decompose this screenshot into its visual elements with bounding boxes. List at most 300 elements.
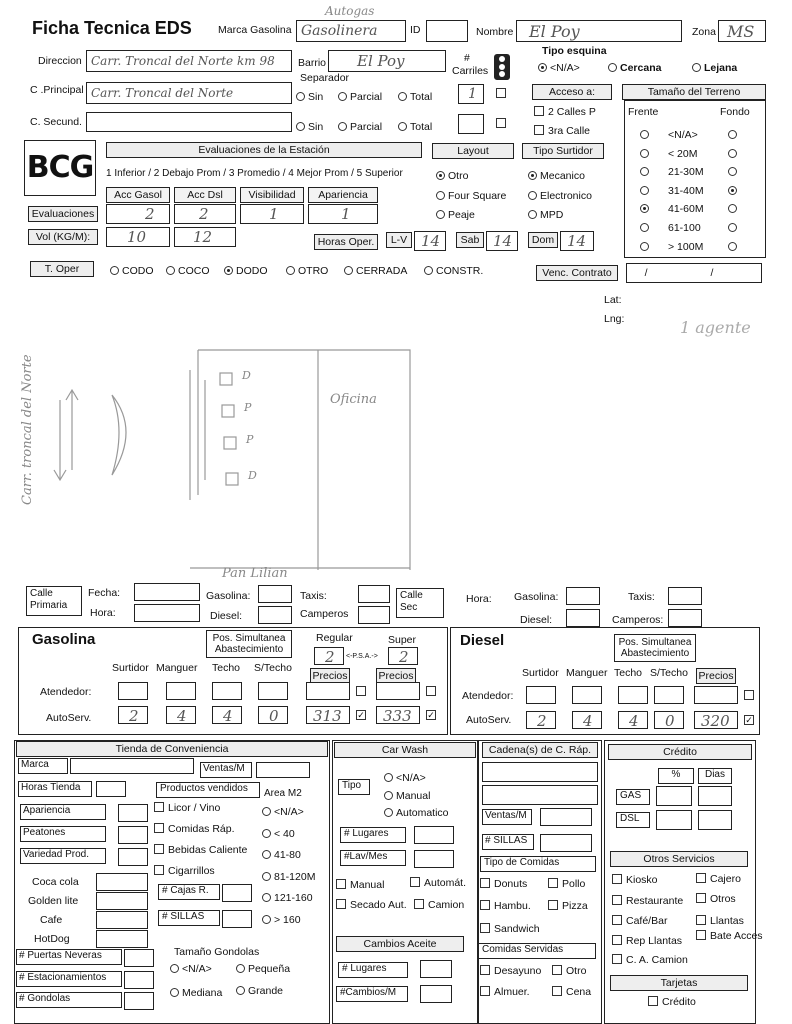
radio-icon bbox=[262, 872, 271, 881]
credito-dias-text: Dias bbox=[704, 769, 725, 780]
toper-option-coco[interactable] bbox=[166, 265, 210, 277]
eval-acc-gasol-value: 2 bbox=[145, 205, 155, 223]
servicio-6-label: Rep Llantas bbox=[626, 935, 683, 947]
gasolina-autoserv-1[interactable] bbox=[166, 706, 196, 724]
gondola-opt-grande[interactable] bbox=[236, 985, 283, 997]
servicio-3[interactable] bbox=[696, 893, 736, 905]
radio-icon bbox=[384, 773, 393, 782]
carwash-manual-label: Manual bbox=[396, 790, 431, 802]
tarjeta-credito-label: Crédito bbox=[662, 996, 696, 1008]
diesel-col-techo: Techo bbox=[614, 667, 643, 679]
carwash-opt-auto[interactable] bbox=[384, 807, 449, 819]
principal-parcial-label: Parcial bbox=[350, 91, 383, 103]
servicio-3-label: Otros bbox=[710, 893, 736, 905]
gondolas-label bbox=[16, 992, 122, 1008]
terreno-row-label-6: > 100M bbox=[668, 240, 704, 253]
gasolina-atendedor-0[interactable] bbox=[118, 682, 148, 700]
diesel-atendedor-2[interactable] bbox=[618, 686, 648, 704]
regular-value: 2 bbox=[325, 648, 335, 666]
tienda-marca-text: Marca bbox=[21, 759, 49, 770]
toper-option-coco-label: COCO bbox=[178, 265, 210, 277]
credito-gas-label bbox=[616, 789, 650, 805]
comida-donuts-label: Donuts bbox=[494, 878, 528, 890]
gasolina-autoserv-0-value: 2 bbox=[129, 707, 139, 725]
surtidor-mecanico[interactable] bbox=[528, 170, 585, 182]
radio-icon bbox=[528, 171, 537, 180]
gasolina-title: Gasolina bbox=[32, 631, 96, 648]
toper-option-codo[interactable] bbox=[110, 265, 154, 277]
area-option-4[interactable] bbox=[262, 892, 313, 904]
eval-acc-gasol[interactable] bbox=[106, 204, 170, 224]
gasolina-autoserv-label: AutoServ. bbox=[46, 712, 92, 724]
nombre-value: El Poy bbox=[529, 22, 580, 41]
terreno-fondo-radio-6[interactable] bbox=[728, 242, 737, 251]
checkbox-icon bbox=[336, 879, 346, 889]
diesel-autoserv-1[interactable] bbox=[572, 711, 602, 729]
toper-option-otro[interactable] bbox=[286, 265, 328, 277]
credito-dsl-pct[interactable] bbox=[656, 810, 692, 830]
evaluaciones-header: Evaluaciones de la Estación bbox=[106, 142, 422, 158]
terreno-fondo-radio-1[interactable] bbox=[728, 149, 737, 158]
surtidor-mecanico-label: Mecanico bbox=[540, 170, 585, 182]
diesel-price-check-1[interactable] bbox=[744, 715, 754, 725]
diesel-atendedor-3[interactable] bbox=[654, 686, 684, 704]
vol-gasol[interactable] bbox=[106, 227, 170, 247]
diesel-atendedor-precio[interactable] bbox=[694, 686, 738, 704]
comidas-servidas-text: Comidas Servidas bbox=[482, 944, 564, 955]
radio-icon bbox=[344, 266, 353, 275]
tienda-row-field-1[interactable] bbox=[118, 826, 148, 844]
gasolina-col-surtidor: Surtidor bbox=[112, 662, 149, 674]
tienda-ventas-text: Ventas/M bbox=[203, 763, 245, 774]
secundaria-total[interactable] bbox=[398, 121, 432, 133]
gasolina-price-check-2[interactable] bbox=[356, 710, 366, 720]
traffic-light-icon bbox=[494, 54, 510, 80]
diesel-autoserv-precio[interactable] bbox=[694, 711, 738, 729]
surtidor-electronico[interactable] bbox=[528, 190, 592, 202]
carriles-label: Carriles bbox=[452, 65, 489, 77]
tipo-comidas-text: Tipo de Comidas bbox=[484, 857, 560, 868]
carwash-chk-secado[interactable] bbox=[336, 899, 407, 911]
regular-field[interactable] bbox=[314, 647, 344, 665]
terreno-fondo-radio-5[interactable] bbox=[728, 223, 737, 232]
eval-visibilidad[interactable] bbox=[240, 204, 304, 224]
eval-visibilidad-value: 1 bbox=[269, 205, 279, 223]
credito-pct-text: % bbox=[671, 769, 681, 780]
horas-header: Horas Oper. bbox=[314, 234, 378, 250]
diesel2-field[interactable] bbox=[566, 609, 600, 627]
tienda-horas-field[interactable] bbox=[96, 781, 126, 797]
servicio-0-label: Kiosko bbox=[626, 874, 658, 886]
acceso-3racalle[interactable] bbox=[534, 125, 590, 137]
cajas-text: # Cajas R. bbox=[162, 885, 209, 896]
radio-icon bbox=[436, 171, 445, 180]
gasolina-autoserv-precio-2[interactable] bbox=[376, 706, 420, 724]
gasolina-pos-sim bbox=[206, 630, 292, 658]
gasolina-autoserv-precio-1[interactable] bbox=[306, 706, 350, 724]
acceso-header: Acceso a: bbox=[532, 84, 612, 100]
comida-pizza[interactable] bbox=[548, 900, 588, 912]
diesel-atendedor-0[interactable] bbox=[526, 686, 556, 704]
gasolina-atendedor-precio-1[interactable] bbox=[306, 682, 350, 700]
cajas-label bbox=[158, 884, 220, 900]
barrio-field[interactable] bbox=[328, 50, 446, 72]
producto-0[interactable] bbox=[154, 802, 220, 814]
acc-dsl-header: Acc Dsl bbox=[174, 187, 236, 203]
nombre-field[interactable] bbox=[516, 20, 682, 42]
hora-label: Hora: bbox=[90, 607, 116, 619]
secundaria-sin-label: Sin bbox=[308, 121, 324, 133]
cadena-ventas-field[interactable] bbox=[540, 808, 592, 826]
regular-label: Regular bbox=[316, 632, 353, 644]
tienda-horas-text: Horas Tienda bbox=[21, 782, 81, 793]
taxis-label: Taxis: bbox=[300, 590, 327, 602]
gasolina-pos-sim-label: Pos. Simultanea Abastecimiento bbox=[212, 633, 286, 655]
toper-option-cerrada[interactable] bbox=[344, 265, 407, 277]
puertas-field[interactable] bbox=[124, 949, 154, 967]
sketch-lot-outline bbox=[198, 350, 410, 570]
direccion-field[interactable] bbox=[86, 50, 292, 72]
producto-1[interactable] bbox=[154, 823, 235, 835]
gasolina-autoserv-precio-2-value: 333 bbox=[383, 707, 412, 725]
radio-icon bbox=[338, 92, 347, 101]
tienda-item-field-0[interactable] bbox=[96, 873, 148, 891]
gasolina-price-check-1[interactable] bbox=[426, 686, 436, 696]
gasolina-col-stecho: S/Techo bbox=[254, 662, 292, 674]
horas-lv-label: L-V bbox=[386, 232, 412, 248]
tienda-item-label-2: Cafe bbox=[40, 914, 63, 926]
cambios-lugares-field[interactable] bbox=[420, 960, 452, 978]
toper-option-constr[interactable] bbox=[424, 265, 483, 277]
principal-field[interactable] bbox=[86, 82, 292, 104]
fecha-label: Fecha: bbox=[88, 587, 121, 599]
carwash-header: Car Wash bbox=[334, 742, 476, 758]
radio-icon bbox=[262, 915, 271, 924]
tienda-item-field-1[interactable] bbox=[96, 892, 148, 910]
pump-3 bbox=[224, 437, 236, 449]
comida-pollo-label: Pollo bbox=[562, 878, 586, 890]
area-option-0[interactable] bbox=[262, 806, 304, 818]
terreno-frente-radio-5[interactable] bbox=[640, 223, 649, 232]
gondola-opt-pequena[interactable] bbox=[236, 963, 290, 975]
camperos2-field[interactable] bbox=[668, 609, 702, 627]
cambios-lugares-label bbox=[338, 962, 408, 978]
area-option-2[interactable] bbox=[262, 849, 301, 861]
secundaria-parcial-label: Parcial bbox=[350, 121, 383, 133]
zona-field[interactable] bbox=[718, 20, 766, 42]
terreno-frente-radio-1[interactable] bbox=[640, 149, 649, 158]
radio-icon bbox=[236, 986, 245, 995]
diesel-autoserv-2[interactable] bbox=[618, 711, 648, 729]
credito-dsl-dias[interactable] bbox=[698, 810, 732, 830]
principal-checkbox[interactable] bbox=[496, 88, 510, 100]
terreno-row-label-5: 61-100 bbox=[668, 222, 701, 234]
productos-text: Productos vendidos bbox=[160, 783, 248, 794]
secundaria-label: C. Secund. bbox=[30, 116, 82, 128]
gondola-opt-na[interactable] bbox=[170, 963, 212, 975]
layout-otro-label: Otro bbox=[448, 170, 469, 182]
surtidor-mpd[interactable] bbox=[528, 209, 563, 221]
radio-icon bbox=[692, 63, 701, 72]
terreno-row-label-2: 21-30M bbox=[668, 166, 704, 179]
cambios-m-label bbox=[336, 986, 408, 1002]
gasolina-atendedor-1[interactable] bbox=[166, 682, 196, 700]
carwash-tipo-text: Tipo bbox=[342, 780, 362, 791]
horas-sab-field[interactable] bbox=[486, 231, 518, 251]
vol-row-label: Vol (KG/M): bbox=[28, 229, 98, 245]
checkbox-icon bbox=[414, 899, 424, 909]
servida-desayuno-label: Desayuno bbox=[494, 965, 542, 977]
checkbox-icon bbox=[696, 915, 706, 925]
carwash-chk-camion-label: Camion bbox=[428, 899, 465, 911]
tienda-row-text-0: Apariencia bbox=[23, 805, 71, 816]
tienda-item-field-3[interactable] bbox=[96, 930, 148, 948]
radio-icon bbox=[424, 266, 433, 275]
servicio-7[interactable] bbox=[696, 930, 763, 942]
terreno-fondo-radio-3[interactable] bbox=[728, 186, 737, 195]
cambios-m-field[interactable] bbox=[420, 985, 452, 1003]
area-option-1[interactable] bbox=[262, 828, 295, 840]
horas-dom-field[interactable] bbox=[560, 231, 594, 251]
checkbox-icon bbox=[480, 923, 490, 933]
vol-dsl[interactable] bbox=[174, 227, 236, 247]
horas-sab-label: Sab bbox=[456, 232, 484, 248]
hora-field[interactable] bbox=[134, 604, 200, 622]
sketch-oficina-label: Oficina bbox=[330, 392, 377, 407]
carwash-lugares-field[interactable] bbox=[414, 826, 454, 844]
lat-label: Lat: bbox=[604, 294, 622, 306]
radio-icon bbox=[436, 191, 445, 200]
diesel-autoserv-3[interactable] bbox=[654, 711, 684, 729]
terreno-frente-radio-6[interactable] bbox=[640, 242, 649, 251]
sketch-pump-1-label: D bbox=[242, 369, 251, 382]
gondolas-field[interactable] bbox=[124, 992, 154, 1010]
servicio-0[interactable] bbox=[612, 874, 658, 886]
gasolina-precios2-header: Precios bbox=[376, 668, 416, 684]
credito-dsl-text: DSL bbox=[620, 813, 640, 824]
super-field[interactable] bbox=[388, 647, 418, 665]
gasolina-autoserv-2[interactable] bbox=[212, 706, 242, 724]
carwash-opt-na[interactable] bbox=[384, 772, 426, 784]
credito-gas-dias[interactable] bbox=[698, 786, 732, 806]
taxis-field[interactable] bbox=[358, 585, 390, 603]
checkbox-icon bbox=[154, 865, 164, 875]
marca-field[interactable] bbox=[296, 20, 406, 42]
diesel-col-manguer: Manguer bbox=[566, 667, 608, 679]
tarjeta-credito[interactable] bbox=[648, 996, 696, 1008]
taxis2-label: Taxis: bbox=[628, 591, 655, 603]
hora2-label: Hora: bbox=[466, 593, 492, 605]
carwash-chk-manual-label: Manual bbox=[350, 879, 385, 891]
gasolina-autoserv-0[interactable] bbox=[118, 706, 148, 724]
area-option-1-label: < 40 bbox=[274, 827, 295, 840]
estacionamientos-field[interactable] bbox=[124, 971, 154, 989]
toper-option-dodo[interactable] bbox=[224, 265, 268, 277]
servicio-5[interactable] bbox=[696, 915, 744, 927]
principal-parcial[interactable] bbox=[338, 91, 382, 103]
comida-pollo[interactable] bbox=[548, 878, 585, 890]
credito-pct-label bbox=[658, 768, 694, 784]
horas-dom-value: 14 bbox=[567, 232, 587, 250]
tienda-row-label-1 bbox=[20, 826, 106, 842]
gasolina-atendedor-3[interactable] bbox=[258, 682, 288, 700]
esquina-option-lejana[interactable] bbox=[692, 62, 737, 74]
comida-donuts[interactable] bbox=[480, 878, 527, 890]
secundaria-sin[interactable] bbox=[296, 121, 323, 133]
diesel-title: Diesel bbox=[460, 632, 505, 649]
secundaria-carriles-field[interactable] bbox=[458, 114, 484, 134]
carwash-chk-auto-label: Automát. bbox=[424, 877, 467, 889]
cadena-field-2[interactable] bbox=[482, 785, 598, 805]
direccion-label: Direccion bbox=[38, 55, 82, 67]
radio-icon bbox=[296, 122, 305, 131]
gondola-na-label: <N/A> bbox=[182, 963, 212, 975]
servida-almuer[interactable] bbox=[480, 986, 530, 998]
terreno-frente-radio-0[interactable] bbox=[640, 130, 649, 139]
secundaria-parcial[interactable] bbox=[338, 121, 382, 133]
servicio-2[interactable] bbox=[612, 895, 683, 907]
radio-icon bbox=[286, 266, 295, 275]
gasolina-atendedor-2[interactable] bbox=[212, 682, 242, 700]
camperos-label: Camperos bbox=[300, 608, 349, 620]
servicio-4[interactable] bbox=[612, 915, 667, 927]
layout-four-square-label: Four Square bbox=[448, 190, 507, 202]
vol-gasol-value: 10 bbox=[127, 228, 147, 246]
diesel-autoserv-1-value: 4 bbox=[583, 712, 593, 730]
checkbox-icon bbox=[154, 802, 164, 812]
gondola-mediana-label: Mediana bbox=[182, 987, 223, 999]
acceso-2calles[interactable] bbox=[534, 106, 596, 118]
comida-hambu[interactable] bbox=[480, 900, 531, 912]
carwash-opt-manual[interactable] bbox=[384, 790, 430, 802]
fecha-field[interactable] bbox=[134, 583, 200, 601]
evaluaciones-scale: 1 Inferior / 2 Debajo Prom / 3 Promedio / 4 Mejor Prom / 5 Superior bbox=[106, 168, 403, 179]
carwash-chk-manual[interactable] bbox=[336, 879, 384, 891]
marca-label: Marca Gasolina bbox=[218, 24, 292, 36]
principal-sin[interactable] bbox=[296, 91, 323, 103]
gasolina-price-check-3[interactable] bbox=[426, 710, 436, 720]
horas-lv-value: 14 bbox=[421, 232, 441, 250]
tienda-marca-field[interactable] bbox=[70, 758, 194, 774]
super-value: 2 bbox=[399, 648, 409, 666]
principal-sin-label: Sin bbox=[308, 91, 324, 103]
camperos-field[interactable] bbox=[358, 606, 390, 624]
servida-desayuno[interactable] bbox=[480, 965, 541, 977]
checkbox-icon bbox=[612, 874, 622, 884]
cajas-field[interactable] bbox=[222, 884, 252, 902]
tienda-row-field-2[interactable] bbox=[118, 848, 148, 866]
gondola-opt-mediana[interactable] bbox=[170, 987, 222, 999]
comida-sandwich[interactable] bbox=[480, 923, 540, 935]
carwash-lugares-text: # Lugares bbox=[344, 828, 389, 839]
principal-carriles-field[interactable] bbox=[458, 84, 484, 104]
layout-peaje[interactable] bbox=[436, 209, 475, 221]
horas-lv-field[interactable] bbox=[414, 231, 446, 251]
psa-label: <-P.S.A.-> bbox=[346, 653, 378, 660]
radio-icon bbox=[262, 807, 271, 816]
principal-total-label: Total bbox=[410, 91, 433, 103]
diesel-count-field[interactable] bbox=[258, 606, 292, 624]
diesel-atendedor-1[interactable] bbox=[572, 686, 602, 704]
layout-four-square[interactable] bbox=[436, 190, 506, 202]
secundaria-field[interactable] bbox=[86, 112, 292, 132]
producto-1-label: Comidas Ráp. bbox=[168, 823, 235, 835]
gasolina-autoserv-3-value: 0 bbox=[269, 707, 279, 725]
tienda-ventas-field[interactable] bbox=[256, 762, 310, 778]
carwash-chk-auto[interactable] bbox=[410, 877, 466, 889]
toper-option-constr-label: CONSTR. bbox=[436, 265, 484, 277]
producto-3[interactable] bbox=[154, 865, 215, 877]
servida-cena[interactable] bbox=[552, 986, 591, 998]
tienda-sillas-field[interactable] bbox=[222, 910, 252, 928]
esquina-option-cercana[interactable] bbox=[608, 62, 661, 74]
cadena-field-1[interactable] bbox=[482, 762, 598, 782]
terreno-frente-radio-3[interactable] bbox=[640, 186, 649, 195]
lng-label: Lng: bbox=[604, 313, 625, 325]
gasolina-autoserv-3[interactable] bbox=[258, 706, 288, 724]
layout-otro[interactable] bbox=[436, 170, 468, 182]
diesel-price-check-0[interactable] bbox=[744, 690, 754, 700]
sketch-arrow-up bbox=[66, 390, 78, 470]
producto-2[interactable] bbox=[154, 844, 247, 856]
gasolina-atendedor-precio-2[interactable] bbox=[376, 682, 420, 700]
eval-acc-dsl[interactable] bbox=[174, 204, 236, 224]
servicio-6[interactable] bbox=[612, 935, 682, 947]
cadena-header: Cadena(s) de C. Ráp. bbox=[482, 742, 598, 758]
servicio-1[interactable] bbox=[696, 873, 741, 885]
area-option-3[interactable] bbox=[262, 871, 315, 883]
tipo-comidas-label bbox=[480, 856, 596, 872]
eval-apariencia[interactable] bbox=[308, 204, 378, 224]
tienda-item-field-2[interactable] bbox=[96, 911, 148, 929]
carwash-chk-camion[interactable] bbox=[414, 899, 464, 911]
credito-gas-pct[interactable] bbox=[656, 786, 692, 806]
tienda-marca-label bbox=[18, 758, 68, 774]
sketch-pump-4-label: D bbox=[248, 469, 257, 482]
camperos2-label: Camperos: bbox=[612, 614, 664, 626]
checkbox-icon bbox=[548, 878, 558, 888]
gasolina2-label: Gasolina: bbox=[514, 591, 559, 603]
servida-otro[interactable] bbox=[552, 965, 586, 977]
tipo-esquina-label: Tipo esquina bbox=[542, 45, 607, 57]
area-option-5[interactable] bbox=[262, 914, 301, 926]
gondola-pequena-label: Pequeña bbox=[248, 963, 291, 975]
checkbox-icon bbox=[612, 915, 622, 925]
id-field[interactable] bbox=[426, 20, 468, 42]
esquina-option-na[interactable] bbox=[538, 62, 580, 74]
diesel-autoserv-precio-value: 320 bbox=[701, 712, 730, 730]
carwash-lavmes-field[interactable] bbox=[414, 850, 454, 868]
sketch-bottom-label: Pan Lilian bbox=[222, 566, 288, 581]
visibilidad-header: Visibilidad bbox=[240, 187, 304, 203]
gasolina-price-check-0[interactable] bbox=[356, 686, 366, 696]
credito-header: Crédito bbox=[608, 744, 752, 760]
id-label: ID bbox=[410, 24, 421, 36]
terreno-fondo-radio-0[interactable] bbox=[728, 130, 737, 139]
gasolina-col-manguer: Manguer bbox=[156, 662, 198, 674]
tienda-row-field-0[interactable] bbox=[118, 804, 148, 822]
secundaria-checkbox[interactable] bbox=[496, 118, 510, 130]
gasolina2-field[interactable] bbox=[566, 587, 600, 605]
principal-total[interactable] bbox=[398, 91, 432, 103]
diesel-autoserv-0[interactable] bbox=[526, 711, 556, 729]
tam-gondolas-label: Tamaño Gondolas bbox=[174, 946, 260, 958]
checkbox-icon bbox=[496, 88, 506, 98]
gasolina-count-field[interactable] bbox=[258, 585, 292, 603]
servicio-8[interactable] bbox=[612, 954, 688, 966]
cadena-sillas-field[interactable] bbox=[540, 834, 592, 852]
taxis2-field[interactable] bbox=[668, 587, 702, 605]
